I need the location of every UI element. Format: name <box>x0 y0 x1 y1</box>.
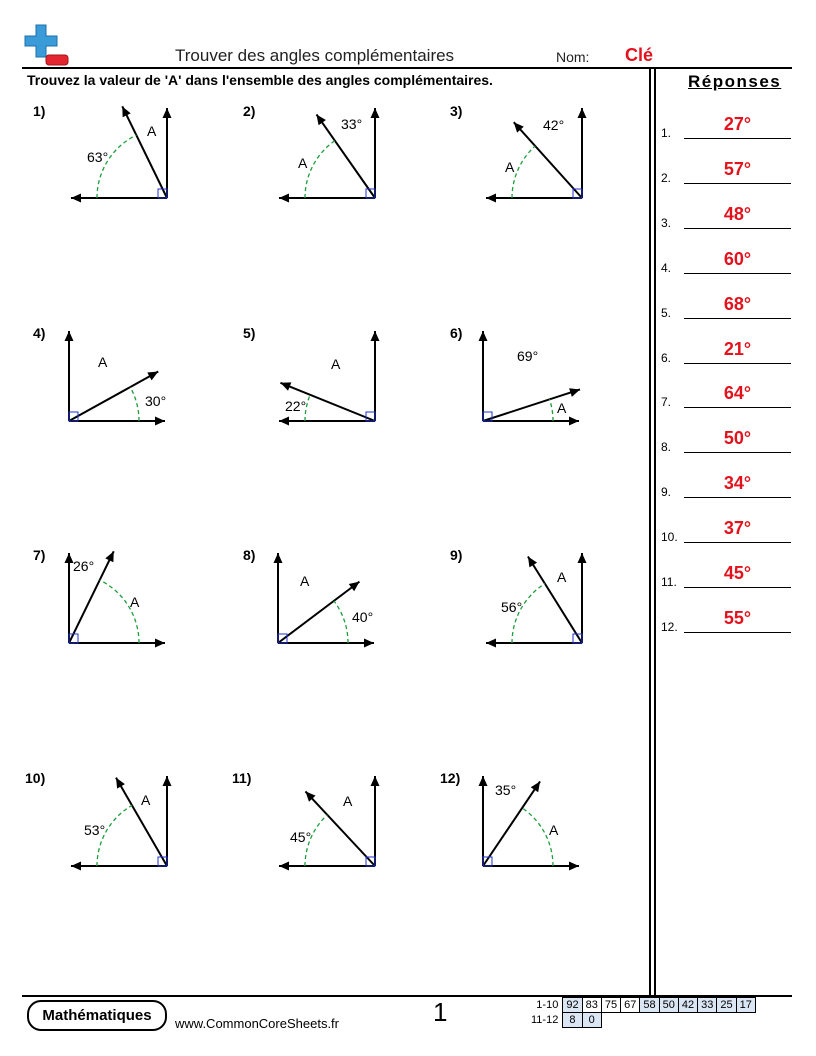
score-cell: 67 <box>621 998 640 1013</box>
problem-number: 6) <box>450 325 463 341</box>
answer-value: 55° <box>723 607 752 628</box>
answer-line <box>684 632 791 633</box>
known-angle-label: 40° <box>352 609 374 625</box>
known-angle-label: 42° <box>543 117 565 133</box>
name-value: Clé <box>625 45 654 65</box>
answer-line <box>684 363 791 364</box>
known-angle-label: 69° <box>517 348 539 364</box>
page-number: 1 <box>433 997 448 1027</box>
score-row <box>529 1013 755 1028</box>
problem-number: 4) <box>33 325 46 341</box>
answer-number: 3. <box>661 215 672 230</box>
problem-number: 2) <box>243 103 256 119</box>
answer-line <box>684 183 791 184</box>
problem-number: 7) <box>33 547 46 563</box>
answer-line <box>684 138 791 139</box>
unknown-angle-label: A <box>557 569 567 585</box>
answer-number: 9. <box>661 485 672 500</box>
problem-number: 11) <box>232 770 252 786</box>
unknown-angle-label: A <box>298 155 308 171</box>
answer-number: 7. <box>661 395 672 410</box>
answer-number: 12. <box>661 619 678 634</box>
known-angle-label: 35° <box>495 782 517 798</box>
column-divider <box>654 68 656 996</box>
answer-number: 8. <box>661 440 672 455</box>
answer-line <box>684 497 791 498</box>
score-cell: 83 <box>582 998 601 1013</box>
unknown-angle-label: A <box>141 792 151 808</box>
score-row-label: 1-10 <box>536 999 559 1011</box>
answer-value: 27° <box>723 114 752 134</box>
answer-value: 45° <box>723 563 752 583</box>
answer-value: 57° <box>723 158 752 179</box>
column-divider <box>649 68 651 996</box>
unknown-angle-label: A <box>130 594 140 610</box>
known-angle-label: 22° <box>285 398 307 414</box>
unknown-angle-label: A <box>300 573 310 589</box>
answer-number: 4. <box>661 260 672 275</box>
score-cell: 0 <box>582 1013 601 1028</box>
known-angle-label: 30° <box>145 393 167 409</box>
answer-line <box>684 542 791 543</box>
known-angle-label: 45° <box>290 829 312 845</box>
instructions: Trouvez la valeur de 'A' dans l'ensemble des angles complémentaires. <box>27 72 493 88</box>
problem-number: 12) <box>440 770 461 786</box>
score-row <box>529 998 755 1013</box>
score-row-label: 11-12 <box>531 1014 559 1026</box>
problem-number: 10) <box>25 770 46 786</box>
score-cell: 58 <box>640 998 659 1013</box>
problem-number: 9) <box>450 547 463 563</box>
unknown-angle-label: A <box>557 400 567 416</box>
answer-value: 37° <box>723 518 752 539</box>
answer-line <box>684 273 791 274</box>
known-angle-label: 33° <box>341 116 363 132</box>
unknown-angle-label: A <box>549 822 559 838</box>
score-table <box>529 997 756 1028</box>
answer-number: 6. <box>661 350 672 365</box>
score-cell: 50 <box>659 998 678 1013</box>
subject-badge: Mathématiques <box>27 1000 167 1031</box>
answer-value: 48° <box>723 203 752 224</box>
unknown-angle-label: A <box>147 123 157 139</box>
score-cell: 8 <box>563 1013 582 1028</box>
unknown-angle-label: A <box>505 159 515 175</box>
known-angle-label: 26° <box>73 558 95 574</box>
answer-value: 68° <box>723 293 752 314</box>
worksheet-title: Trouver des angles complémentaires <box>175 46 455 65</box>
unknown-angle-label: A <box>98 354 108 370</box>
answer-number: 5. <box>661 305 672 320</box>
answer-value: 60° <box>723 248 752 269</box>
problem-number: 5) <box>243 325 256 341</box>
answer-value: 34° <box>723 473 752 494</box>
website-link[interactable]: www.CommonCoreSheets.fr <box>175 1016 339 1031</box>
problem-number: 1) <box>33 103 46 119</box>
score-cell: 75 <box>601 998 620 1013</box>
problem-number: 8) <box>243 547 256 563</box>
answer-number: 10. <box>661 530 678 545</box>
problem-number: 3) <box>450 103 463 119</box>
answer-line <box>684 407 791 408</box>
known-angle-label: 56° <box>501 599 523 615</box>
score-cell: 25 <box>717 998 736 1013</box>
answer-value: 64° <box>723 383 752 404</box>
score-cell: 92 <box>563 998 582 1013</box>
score-cell: 17 <box>736 998 755 1013</box>
score-cell: 33 <box>698 998 717 1013</box>
answer-value: 50° <box>723 428 752 449</box>
answer-line <box>684 452 791 453</box>
answer-number: 11. <box>661 575 677 589</box>
unknown-angle-label: A <box>331 356 341 372</box>
known-angle-label: 53° <box>84 822 106 838</box>
score-cell: 42 <box>678 998 697 1013</box>
unknown-angle-label: A <box>343 793 353 809</box>
answers-title: Réponses <box>688 72 782 91</box>
name-label: Nom: <box>556 49 590 65</box>
answer-number: 1. <box>661 126 672 140</box>
known-angle-label: 63° <box>87 149 109 165</box>
answer-line <box>684 228 791 229</box>
answer-number: 2. <box>661 170 672 185</box>
answer-value: 21° <box>723 338 752 359</box>
answer-line <box>684 587 791 588</box>
answer-line <box>684 318 791 319</box>
